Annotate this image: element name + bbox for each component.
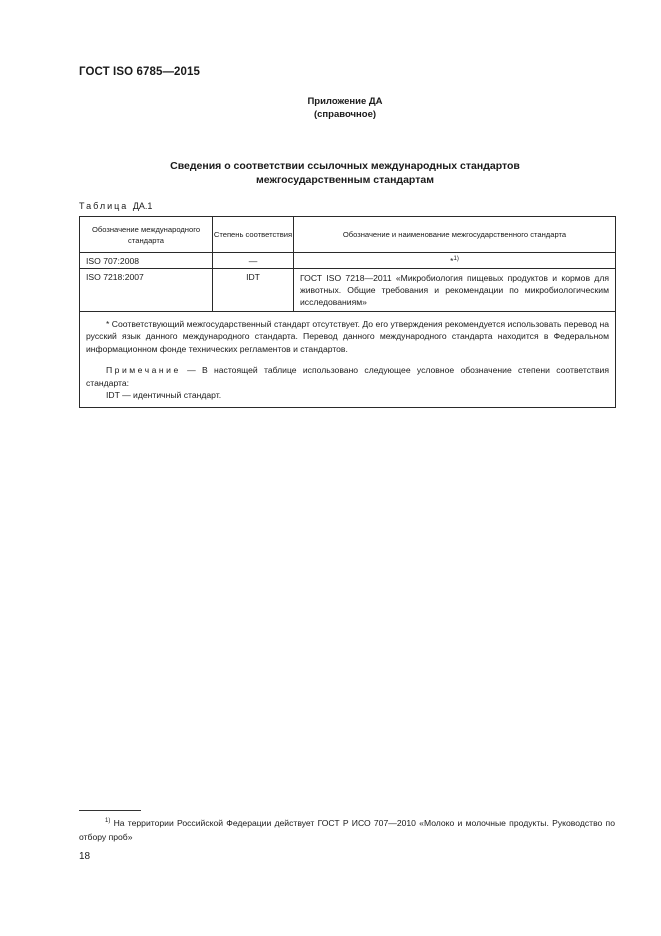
note-text: — В настоящей таблице использовано следующее условное обозначение степени соответствия стандарта: xyxy=(86,365,609,388)
document-header: ГОСТ ISO 6785—2015 xyxy=(79,66,201,78)
header-degree: Степень соответствия xyxy=(213,217,294,253)
table-row xyxy=(80,269,616,312)
row-degree: — xyxy=(213,253,294,269)
annex-subtitle: (справочное) xyxy=(313,109,377,120)
header-intl-standard: Обозначение международного стандарта xyxy=(80,217,213,253)
row-national-star: * xyxy=(450,256,454,266)
standards-table xyxy=(79,216,616,408)
section-title-line-1: Сведения о соответствии ссылочных международных стандартов xyxy=(170,160,520,172)
table-footer-row xyxy=(80,312,616,408)
header-national-standard: Обозначение и наименование межгосударственного стандарта xyxy=(294,217,616,253)
page-footnote xyxy=(79,816,615,844)
row-national-standard: ГОСТ ISO 7218—2011 «Микробиология пищевых продуктов и кормов для животных. Общие требования и рекомендации по микробиологическим исследованиям» xyxy=(294,269,616,312)
row-national-standard xyxy=(294,253,616,269)
footnote-divider xyxy=(79,810,141,811)
footnote-marker: 1) xyxy=(105,818,111,825)
star-footnote: * Соответствующий межгосударственный стандарт отсутствует. До его утверждения рекомендуется использовать перевод на русский язык данного международного стандарта. Перевод данного международного стандарта находится в Федеральном информационном фонде технических регламентов и стандартов. xyxy=(86,319,609,354)
table-caption xyxy=(79,201,152,211)
row-intl-standard: ISO 707:2008 xyxy=(80,253,213,269)
footnote-text: На территории Российской Федерации действует ГОСТ Р ИСО 707—2010 «Молоко и молочные продукты. Руководство по отбору проб» xyxy=(79,818,615,842)
table-note xyxy=(86,364,609,389)
note-label: Примечание xyxy=(106,365,181,376)
row-degree: IDT xyxy=(213,269,294,312)
row-national-footnote-ref: 1) xyxy=(453,256,459,263)
table-row xyxy=(80,253,616,269)
table-caption-label: Таблица xyxy=(79,201,129,211)
annex-title: Приложение ДА xyxy=(307,96,383,107)
note-item: IDT — идентичный стандарт. xyxy=(106,390,222,401)
row-intl-standard: ISO 7218:2007 xyxy=(80,269,213,312)
section-title xyxy=(0,159,661,187)
section-title-line-2: межгосударственным стандартам xyxy=(256,174,434,186)
page-number: 18 xyxy=(79,851,91,862)
table-header-row xyxy=(80,217,616,253)
table-caption-number: ДА.1 xyxy=(132,201,153,211)
table-footer xyxy=(80,312,616,408)
